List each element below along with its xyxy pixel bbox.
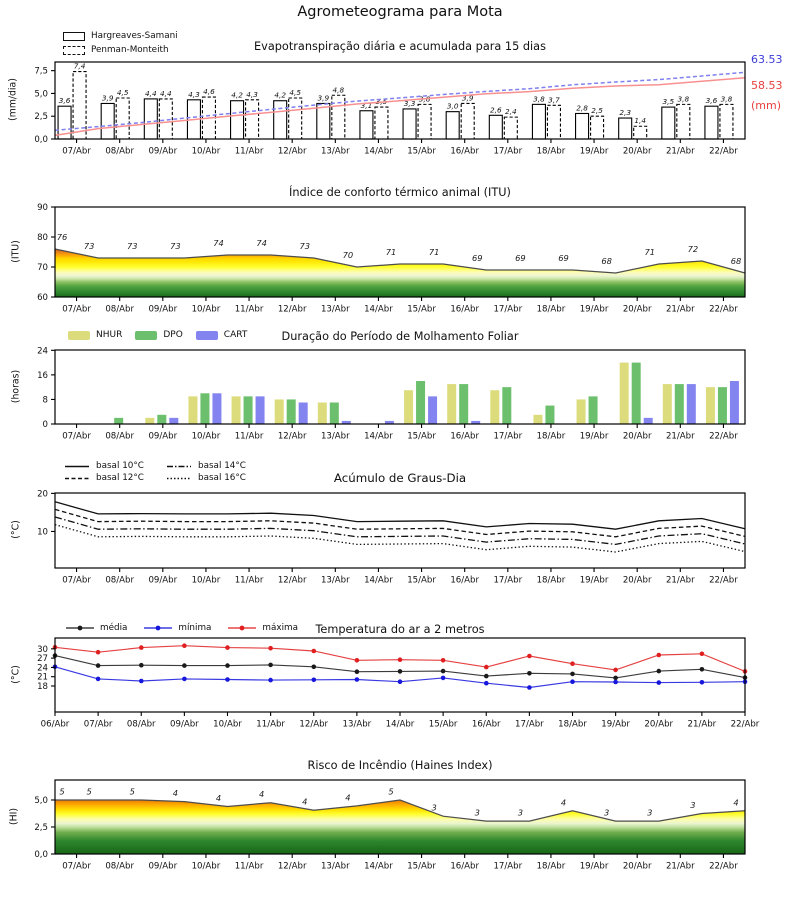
svg-text:5: 5 — [388, 786, 394, 797]
svg-text:70: 70 — [37, 263, 48, 273]
svg-text:5,0: 5,0 — [34, 89, 48, 100]
right-axis-unit-label: (mm) — [751, 99, 782, 112]
svg-text:74: 74 — [256, 238, 267, 248]
svg-text:2,5: 2,5 — [34, 822, 48, 833]
itu-ylabel: (ITU) — [10, 240, 22, 263]
svg-text:4: 4 — [345, 792, 351, 803]
svg-text:22/Abr: 22/Abr — [709, 575, 738, 586]
svg-text:4,4: 4,4 — [145, 88, 157, 98]
svg-text:2,4: 2,4 — [505, 107, 517, 117]
svg-text:3,5: 3,5 — [375, 97, 388, 107]
panel-risco-incendio — [34, 780, 745, 872]
svg-text:19/Abr: 19/Abr — [579, 861, 609, 872]
svg-text:90: 90 — [37, 203, 48, 213]
svg-text:09/Abr: 09/Abr — [148, 575, 178, 586]
svg-text:3: 3 — [431, 802, 437, 813]
svg-text:4: 4 — [258, 789, 265, 800]
svg-text:09/Abr: 09/Abr — [148, 861, 178, 872]
svg-text:19/Abr: 19/Abr — [579, 575, 609, 586]
svg-text:19/Abr: 19/Abr — [601, 719, 630, 730]
svg-text:12/Abr: 12/Abr — [277, 861, 307, 872]
svg-text:68: 68 — [601, 256, 612, 266]
svg-text:18/Abr: 18/Abr — [536, 861, 566, 872]
svg-text:19/Abr: 19/Abr — [579, 146, 609, 157]
itu-title: Índice de conforto térmico animal (ITU) — [289, 186, 511, 199]
legend-label-cart: CART — [223, 330, 248, 340]
svg-text:7,5: 7,5 — [34, 66, 48, 77]
legend-label-maxima: máxima — [262, 623, 298, 633]
svg-text:2,8: 2,8 — [576, 103, 588, 113]
legend-label-hargreaves: Hargreaves-Samani — [91, 31, 178, 41]
svg-text:73: 73 — [126, 241, 138, 251]
svg-text:20/Abr: 20/Abr — [622, 146, 652, 157]
legend-item-basal10 — [64, 461, 166, 471]
svg-text:19/Abr: 19/Abr — [579, 431, 609, 442]
svg-text:2,6: 2,6 — [490, 105, 502, 115]
temperatura-title: Temperatura do ar a 2 metros — [315, 623, 485, 636]
svg-text:4,3: 4,3 — [188, 89, 200, 99]
svg-text:16/Abr: 16/Abr — [450, 861, 480, 872]
svg-text:08/Abr: 08/Abr — [105, 431, 135, 442]
svg-text:22/Abr: 22/Abr — [709, 146, 738, 157]
svg-text:4: 4 — [560, 797, 567, 808]
svg-text:21/Abr: 21/Abr — [665, 146, 695, 157]
svg-text:4,4: 4,4 — [160, 88, 172, 98]
svg-text:3: 3 — [517, 807, 524, 818]
svg-text:07/Abr: 07/Abr — [83, 719, 113, 730]
legend-label-media: média — [100, 623, 128, 633]
svg-text:24: 24 — [37, 663, 48, 674]
svg-text:16/Abr: 16/Abr — [471, 719, 501, 730]
legend-label-nhur: NHUR — [96, 330, 123, 340]
svg-text:3,1: 3,1 — [360, 100, 373, 110]
legend-label-basal16: basal 16°C — [198, 473, 246, 483]
svg-text:18: 18 — [37, 681, 48, 692]
svg-text:2,5: 2,5 — [591, 106, 603, 116]
svg-text:10/Abr: 10/Abr — [191, 575, 221, 586]
svg-text:4: 4 — [215, 792, 222, 803]
svg-text:19/Abr: 19/Abr — [579, 304, 609, 315]
svg-text:3,9: 3,9 — [101, 93, 114, 103]
legend-label-basal10: basal 10°C — [96, 461, 144, 471]
svg-text:09/Abr: 09/Abr — [148, 304, 178, 315]
panel-temperatura — [37, 638, 760, 730]
svg-text:10: 10 — [37, 527, 48, 538]
svg-text:20/Abr: 20/Abr — [622, 431, 652, 442]
svg-text:11/Abr: 11/Abr — [234, 431, 264, 442]
svg-text:06/Abr: 06/Abr — [40, 719, 70, 730]
svg-text:18/Abr: 18/Abr — [536, 304, 566, 315]
svg-text:12/Abr: 12/Abr — [299, 719, 329, 730]
penman-total-label: 63.53 — [751, 53, 783, 66]
svg-text:07/Abr: 07/Abr — [62, 304, 91, 315]
svg-text:14/Abr: 14/Abr — [364, 861, 393, 872]
svg-text:4,3: 4,3 — [246, 89, 258, 99]
svg-text:3,6: 3,6 — [705, 96, 718, 106]
svg-text:09/Abr: 09/Abr — [148, 431, 178, 442]
haines-title: Risco de Incêndio (Haines Index) — [307, 759, 493, 772]
svg-text:12/Abr: 12/Abr — [277, 146, 307, 157]
svg-text:3,6: 3,6 — [58, 96, 71, 106]
svg-text:14/Abr: 14/Abr — [385, 719, 415, 730]
svg-text:07/Abr: 07/Abr — [62, 575, 91, 586]
svg-text:08/Abr: 08/Abr — [105, 304, 135, 315]
svg-text:4,2: 4,2 — [231, 90, 243, 100]
legend-label-basal14: basal 14°C — [198, 461, 246, 471]
svg-text:3: 3 — [603, 807, 610, 818]
svg-text:18/Abr: 18/Abr — [536, 431, 566, 442]
svg-text:17/Abr: 17/Abr — [493, 575, 523, 586]
svg-text:17/Abr: 17/Abr — [493, 861, 523, 872]
svg-text:3,9: 3,9 — [317, 93, 330, 103]
svg-text:10/Abr: 10/Abr — [191, 146, 221, 157]
molhamento-ylabel: (horas) — [10, 369, 22, 404]
svg-text:13/Abr: 13/Abr — [320, 304, 350, 315]
legend-label-dpo: DPO — [163, 330, 183, 340]
svg-text:12/Abr: 12/Abr — [277, 304, 307, 315]
svg-text:0: 0 — [42, 420, 48, 430]
svg-text:22/Abr: 22/Abr — [730, 719, 760, 730]
svg-text:2,3: 2,3 — [619, 108, 631, 118]
hargreaves-total-label: 58.53 — [751, 79, 783, 92]
svg-text:3: 3 — [647, 807, 653, 818]
svg-text:18/Abr: 18/Abr — [558, 719, 587, 730]
svg-text:70: 70 — [342, 250, 354, 260]
svg-text:17/Abr: 17/Abr — [493, 431, 523, 442]
svg-text:14/Abr: 14/Abr — [364, 575, 393, 586]
svg-text:3,9: 3,9 — [461, 93, 474, 103]
svg-text:21: 21 — [37, 672, 48, 683]
svg-text:4: 4 — [302, 796, 308, 807]
svg-text:17/Abr: 17/Abr — [493, 304, 523, 315]
svg-text:4,5: 4,5 — [289, 87, 301, 97]
svg-text:15/Abr: 15/Abr — [407, 146, 436, 157]
svg-text:16/Abr: 16/Abr — [450, 431, 480, 442]
svg-text:4: 4 — [172, 788, 179, 799]
evapotranspiration-ylabel: (mm/dia) — [7, 78, 19, 121]
svg-text:08/Abr: 08/Abr — [105, 861, 135, 872]
svg-text:07/Abr: 07/Abr — [62, 861, 91, 872]
svg-text:71: 71 — [385, 247, 397, 257]
svg-text:7,4: 7,4 — [73, 61, 86, 71]
svg-text:72: 72 — [687, 244, 699, 254]
svg-text:08/Abr: 08/Abr — [105, 575, 135, 586]
basal10-line-icon — [64, 462, 90, 471]
svg-text:3,3: 3,3 — [403, 98, 416, 108]
svg-text:15/Abr: 15/Abr — [407, 575, 436, 586]
svg-text:4,6: 4,6 — [203, 87, 215, 97]
svg-text:20/Abr: 20/Abr — [622, 861, 652, 872]
svg-text:4,8: 4,8 — [332, 85, 345, 95]
panel-evapotranspiracao — [34, 62, 745, 157]
legend-item-basal14 — [166, 461, 246, 471]
svg-text:68: 68 — [730, 256, 742, 266]
svg-text:2,5: 2,5 — [34, 112, 48, 123]
svg-text:3,8: 3,8 — [533, 94, 545, 104]
legend-label-penman: Penman-Monteith — [91, 45, 169, 55]
svg-text:4,2: 4,2 — [274, 90, 286, 100]
svg-text:10/Abr: 10/Abr — [213, 719, 242, 730]
svg-text:0,0: 0,0 — [34, 850, 48, 860]
svg-text:21/Abr: 21/Abr — [665, 575, 695, 586]
svg-text:13/Abr: 13/Abr — [320, 146, 350, 157]
svg-text:11/Abr: 11/Abr — [234, 861, 264, 872]
svg-text:13/Abr: 13/Abr — [320, 575, 350, 586]
svg-text:16/Abr: 16/Abr — [450, 304, 480, 315]
graus-dia-title: Acúmulo de Graus-Dia — [333, 471, 467, 485]
svg-text:21/Abr: 21/Abr — [665, 431, 695, 442]
svg-text:0,0: 0,0 — [34, 135, 48, 145]
svg-text:5,0: 5,0 — [34, 795, 48, 806]
svg-text:14/Abr: 14/Abr — [364, 146, 393, 157]
svg-text:73: 73 — [299, 241, 311, 251]
svg-text:8: 8 — [42, 395, 48, 406]
svg-text:74: 74 — [213, 238, 224, 248]
svg-text:15/Abr: 15/Abr — [428, 719, 458, 730]
graus-dia-ylabel: (°C) — [10, 520, 22, 539]
svg-text:13/Abr: 13/Abr — [320, 861, 350, 872]
basal14-line-icon — [166, 462, 192, 471]
svg-text:11/Abr: 11/Abr — [234, 146, 264, 157]
svg-text:27: 27 — [37, 654, 48, 665]
svg-text:18/Abr: 18/Abr — [536, 146, 566, 157]
svg-text:30: 30 — [37, 644, 48, 655]
svg-text:11/Abr: 11/Abr — [256, 719, 285, 730]
svg-text:15/Abr: 15/Abr — [407, 304, 436, 315]
svg-text:4,5: 4,5 — [116, 87, 129, 97]
svg-text:3,0: 3,0 — [446, 101, 459, 111]
svg-text:22/Abr: 22/Abr — [709, 861, 738, 872]
svg-text:5: 5 — [129, 786, 135, 797]
temperatura-ylabel: (°C) — [10, 665, 22, 684]
svg-text:22/Abr: 22/Abr — [709, 304, 738, 315]
svg-text:71: 71 — [644, 247, 656, 257]
svg-text:80: 80 — [37, 233, 48, 243]
haines-ylabel: (HI) — [8, 808, 20, 825]
svg-text:20/Abr: 20/Abr — [622, 575, 652, 586]
svg-text:09/Abr: 09/Abr — [148, 146, 178, 157]
svg-text:3,8: 3,8 — [720, 94, 733, 104]
svg-text:16: 16 — [37, 370, 48, 381]
svg-text:13/Abr: 13/Abr — [320, 431, 350, 442]
svg-text:21/Abr: 21/Abr — [687, 719, 717, 730]
svg-text:09/Abr: 09/Abr — [170, 719, 199, 730]
svg-text:3: 3 — [690, 799, 696, 810]
svg-text:18/Abr: 18/Abr — [536, 575, 566, 586]
svg-text:15/Abr: 15/Abr — [407, 431, 436, 442]
svg-text:12/Abr: 12/Abr — [277, 431, 307, 442]
svg-text:4: 4 — [733, 797, 739, 808]
svg-text:14/Abr: 14/Abr — [364, 304, 393, 315]
svg-text:17/Abr: 17/Abr — [515, 719, 544, 730]
svg-text:14/Abr: 14/Abr — [364, 431, 393, 442]
svg-text:07/Abr: 07/Abr — [62, 146, 91, 157]
page-title: Agrometeograma para Mota — [297, 4, 503, 20]
svg-text:69: 69 — [471, 253, 483, 263]
svg-text:10/Abr: 10/Abr — [191, 431, 221, 442]
svg-text:1,4: 1,4 — [634, 116, 646, 126]
svg-text:5: 5 — [59, 786, 65, 797]
panel-molhamento-foliar — [37, 346, 745, 441]
panel-itu — [37, 203, 745, 315]
molhamento-title: Duração do Período de Molhamento Foliar — [281, 330, 519, 343]
svg-text:20/Abr: 20/Abr — [644, 719, 674, 730]
svg-text:11/Abr: 11/Abr — [234, 304, 264, 315]
svg-text:60: 60 — [37, 293, 48, 303]
evapotranspiration-title: Evapotranspiração diária e acumulada para 15 dias — [254, 40, 546, 53]
svg-text:10/Abr: 10/Abr — [191, 304, 221, 315]
svg-text:69: 69 — [515, 253, 526, 263]
panel-graus-dia — [37, 489, 745, 585]
svg-text:73: 73 — [170, 241, 181, 251]
svg-text:73: 73 — [83, 241, 95, 251]
svg-text:15/Abr: 15/Abr — [407, 861, 436, 872]
svg-text:69: 69 — [558, 253, 569, 263]
svg-text:21/Abr: 21/Abr — [665, 861, 695, 872]
legend-label-minima: mínima — [178, 623, 212, 633]
svg-text:10/Abr: 10/Abr — [191, 861, 221, 872]
svg-text:3,8: 3,8 — [677, 94, 690, 104]
legend-label-basal12: basal 12°C — [96, 473, 144, 483]
svg-text:13/Abr: 13/Abr — [342, 719, 372, 730]
svg-text:21/Abr: 21/Abr — [665, 304, 695, 315]
svg-text:3,5: 3,5 — [662, 97, 675, 107]
svg-text:08/Abr: 08/Abr — [105, 146, 135, 157]
svg-text:16/Abr: 16/Abr — [450, 575, 480, 586]
svg-text:16/Abr: 16/Abr — [450, 146, 480, 157]
svg-text:12/Abr: 12/Abr — [277, 575, 307, 586]
svg-text:08/Abr: 08/Abr — [126, 719, 156, 730]
svg-text:22/Abr: 22/Abr — [709, 431, 738, 442]
svg-text:20/Abr: 20/Abr — [622, 304, 652, 315]
svg-text:07/Abr: 07/Abr — [62, 431, 91, 442]
svg-text:5: 5 — [86, 786, 92, 797]
svg-text:71: 71 — [428, 247, 440, 257]
svg-text:17/Abr: 17/Abr — [493, 146, 523, 157]
svg-text:76: 76 — [56, 232, 68, 242]
svg-text:3,7: 3,7 — [548, 95, 560, 105]
svg-text:11/Abr: 11/Abr — [234, 575, 264, 586]
svg-text:3: 3 — [474, 807, 480, 818]
svg-text:24: 24 — [37, 346, 48, 357]
svg-text:3,8: 3,8 — [418, 94, 431, 104]
svg-text:20: 20 — [37, 489, 48, 500]
